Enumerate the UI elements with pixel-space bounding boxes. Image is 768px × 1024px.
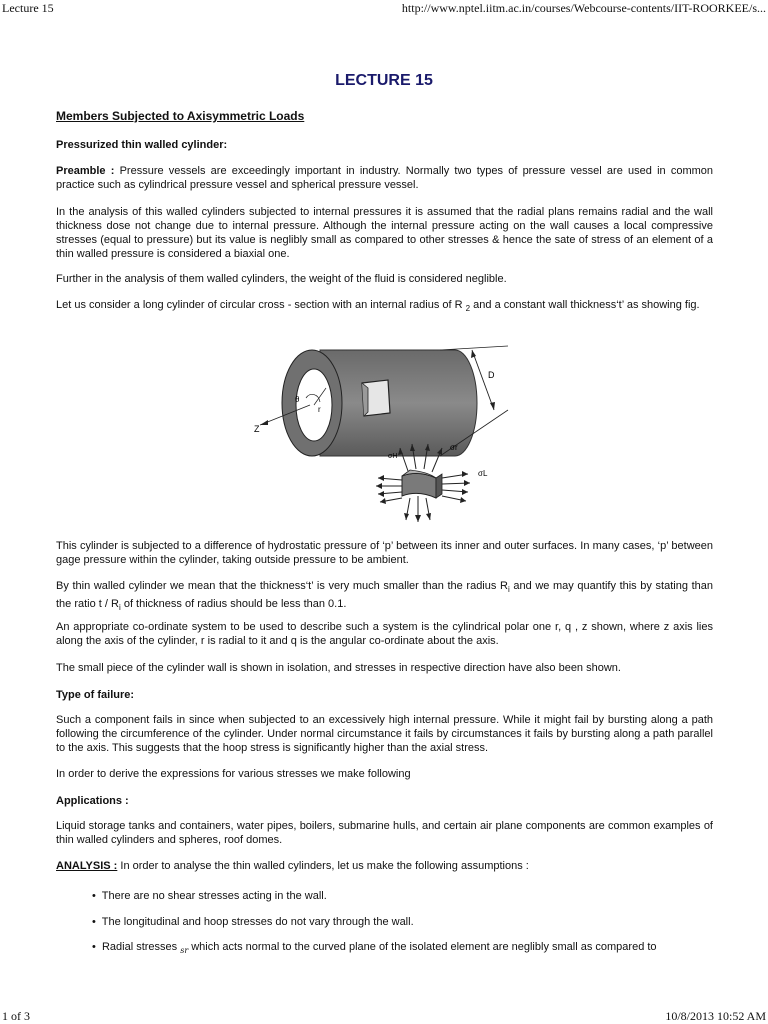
consider-paragraph [56,298,713,316]
thin-text-2: and we may quantify this by stating than the ratio t / R [56,580,713,610]
consider-text-after: and a constant wall thickness‘t’ as showing fig. [473,299,700,311]
diameter-label: D [488,370,495,380]
analysis-label: ANALYSIS : [56,860,118,872]
sigma-h-label: σH [388,453,398,460]
coordinate-paragraph: An appropriate co-ordinate system to be used to describe such a system is the cylindrical polar one r, q , z shown, where z axis lies along the axis of the cylinder, r is radial to it and q is the angular co-ordinate about the axis. [56,621,713,647]
sigma-r-label: σr [450,443,458,452]
section-heading: Members Subjected to Axisymmetric Loads [56,109,305,123]
applications-paragraph: Liquid storage tanks and containers, water pipes, boilers, submarine hulls, and certain air plane components are common examples of thin walled cylinders and spheres, roof domes. [56,820,713,846]
applications-heading: Applications : [56,795,129,807]
z-axis-label: Z [254,424,260,434]
small-piece-paragraph: The small piece of the cylinder wall is shown in isolation, and stresses in respective direction have also been shown. [56,662,621,674]
bullet-text-3-after: which acts normal to the curved plane of the isolated element are neglibly small as compared to [191,941,657,953]
list-item: • Radial stresses $_{sr}$ which acts normal to the curved plane of the isolated element are neglibly small as compared to [92,941,657,955]
print-datetime: 10/8/2013 10:52 AM [665,1009,766,1023]
type-of-failure-heading: Type of failure: [56,689,135,701]
preamble-paragraph [56,164,713,192]
subheading: Pressurized thin walled cylinder: [56,139,228,151]
browser-tab-title: Lecture 15 [2,1,54,15]
thin-text-1: By thin walled cylinder we mean that the thickness‘t’ is very much smaller than the radius R [56,580,508,592]
cylinder-figure [250,338,520,528]
thin-text-3: of thickness of radius should be less than 0.1. [120,598,347,610]
list-item: • There are no shear stresses acting in the wall. [92,890,327,902]
stress-element [402,473,436,498]
radius-label: r [318,405,321,414]
analysis-paragraph: In the analysis of this walled cylinders subjected to internal pressures it is assumed that the radial plans remains radial and the wall thickness dose not change due to internal pressure. Although the internal pressure acting on the wall causes a local compressive stresses (equal to pressure) but its value is neglibly small as compared to other stresses & hence the sate of stress of an element of a thin walled pressure is considered a biaxial one. [56,206,713,260]
page-title: LECTURE 15 [335,72,433,89]
thin-walled-paragraph [56,579,713,615]
weight-paragraph: Further in the analysis of them walled cylinders, the weight of the fluid is considered neglible. [56,273,507,285]
bullet-text-2: The longitudinal and hoop stresses do not vary through the wall. [101,916,414,928]
cylinder-body [320,350,477,456]
bullet-text-3-before: Radial stresses [101,941,178,953]
theta-label: θ [295,395,300,404]
cylinder-diagram [250,338,520,528]
failure-paragraph: Such a component fails in since when subjected to an excessively high internal pressure. While it might fail by bursting along a path following the circumference of the cylinder. Under normal circumstance it fails by circumstances it fails by bursting along a path parallel to the axis. This suggests that the hoop stress is significantly higher than the axial stress. [56,714,713,754]
preamble-label: Preamble : [56,165,115,177]
ri-subscript-2: i [118,603,121,612]
derive-paragraph: In order to derive the expressions for various stresses we make following [56,768,411,780]
preamble-text: Pressure vessels are exceedingly important in industry. Normally two types of pressure vessel are used in common practice such as cylindrical pressure vessel and spherical pressure vessel. [56,165,714,191]
consider-text-before: Let us consider a long cylinder of circular cross - section with an internal radius of R [56,299,463,311]
ri-subscript-1: i [507,585,510,594]
page-counter: 1 of 3 [2,1009,30,1023]
sigma-l-label: σL [478,469,488,478]
hydrostatic-paragraph: This cylinder is subjected to a difference of hydrostatic pressure of ‘p’ between its inner and outer surfaces. In many cases, ‘p’ between gage pressure within the cylinder, taking outside pressure to be ambient. [56,540,713,566]
page-url: http://www.nptel.iitm.ac.in/courses/Webcourse-contents/IIT-ROORKEE/s... [401,1,766,15]
sigma-r-symbol: sr [180,946,189,955]
bullet-text-1: There are no shear stresses acting in the wall. [101,890,327,902]
analysis-text: In order to analyse the thin walled cylinders, let us make the following assumptions : [120,860,529,872]
analysis-line [56,859,713,873]
list-item: • The longitudinal and hoop stresses do not vary through the wall. [92,916,414,928]
radius-subscript: 2 [465,304,471,313]
